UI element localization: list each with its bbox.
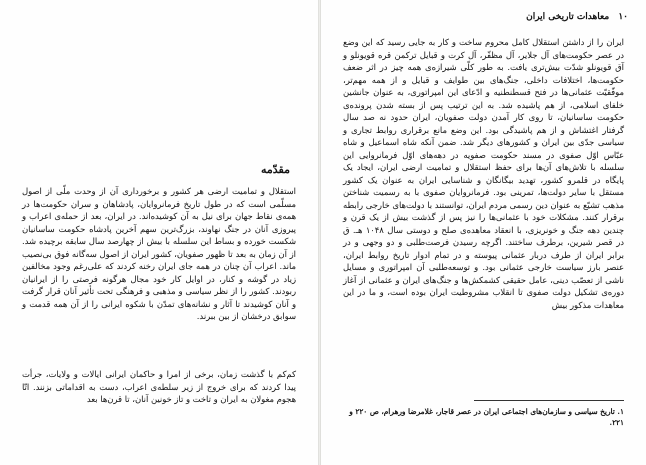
page-number: ۱۰ — [618, 12, 628, 22]
running-head-title: معاهدات تاریخی ایران — [526, 12, 610, 22]
right-page — [321, 0, 646, 465]
running-head — [341, 12, 628, 22]
right-body-text: ایران را از داشتن استقلال کامل محروم ساخت و کار به جایی رسید که این وضع در عصر حکومت‌های آل جلایر، آل مظفّر، آل کرت و قبایل ترکمن قره قویونلو و آق قویونلو شدّت بیش‌تری یافت. به طور کلّی شیرازه‌ی همه چیز در اثر ضعف حکومت‌ها، اختلافات داخلی، جنگ‌های بین طوایف و قبایل و از همه مهم‌تر، موفّقیّت عثمانی‌ها در فتح قسطنطنیه و ادّعای این امپراتوری، به عنوان جانشین خلفای اسلامی، از هم پاشیده شد. به این ترتیب پس از بسته شدن پرونده‌ی حکومت ساسانیان، تا روی کار آمدن دولت صفویان، ایران حدود نه صد سال گرفتار اغتشاش و از هم پاشیدگی بود. این وضع مانع برقراری روابط تجاری و سیاسی جدّی بین ایران و کشورهای دیگر شد. ضمن آنکه شاه اسماعیل و شاه عبّاس اوّل صفوی در مسند حکومت صفویه در دهه‌های اوّل فرمانروایی این سلسله با تلاش‌های آن‌ها برای حفظ استقلال و تمامیت ارضی ایران، ایجاد یک پایگاه در قلمرو کشور، تهدید بیگانگان و شناسایی ایران به عنوان یک کشور مستقل با سایر دولت‌ها، تمرینی بود. فرمانروایان صفوی با به رسمیت شناختن مذهب تشیّع به عنوان دین رسمی مردم ایران، توانستند با دولت‌های خارجی رابطه برقرار کنند. مشکلات خود با عثمانی‌ها را نیز پس از گذشت بیش از یک قرن و چندین دهه جنگ و خونریزی، با انعقاد معاهده‌ی صلح و دوستی سال ۱۰۴۸ هـ. ق در قصر شیرین، برطرف ساختند. اگرچه رسیدن فرصت‌طلبی و دو وجهی و در برابر ایران از طرف دربار عثمانی پیوسته و در تمام ادوار تاریخ روابط ایران، عنصر بارز سیاست خارجی عثمانی بود. و توسعه‌طلبی آن امپراتوری و مسایل ناشی از تعصّب دینی، عامل حقیقی کشمکش‌ها و جنگ‌های ایران و عثمانی از آغاز دوره‌ی تشکیل دولت صفوی تا انقلاب مشروطیت ایران بوده است، و ما در این معاهدات مذکور بیش — [343, 37, 624, 310]
footnote-rule — [474, 400, 624, 401]
left-page — [0, 0, 318, 465]
footnote: ۱. تاریخ سیاسی و سازمان‌های اجتماعی ایران در عصر قاجار، غلامرضا ورهرام، ص ۲۲۰ و ۲۲۱. — [349, 407, 624, 427]
left-paragraph-1: استقلال و تمامیت ارضی هر کشور و برخورداری آن از وحدت ملّی از اصول مسلّمی است که در طول تاریخ فرمانروایان، پادشاهان و سران حکومت‌ها در همه‌ی نقاط جهان برای نیل به آن کوشیده‌اند. در ایران، بعد از حمله‌ی اعراب و پیروزی آنان در جنگ نهاوند، بزرگ‌ترین سهم آخرین پادشاه حکومت ساسانیان شکست خورده و بساط این سلسله با بیش از چهارصد سال سابقه برچیده شد. از آن زمان به بعد تا ظهور صفویان، کشور ایران از اصول سه‌گانه فوق بی‌نصیب ماند. اعراب آن چنان در همه جای ایران رخنه کردند که علی‌رغم وجود مخالفین زیاد در گوشه و کنار، در اوایل کار خود مجال هرگونه فرصتی را از ایرانیان ربودند. کشور را از نظر سیاسی و مذهبی و فرهنگی تحت تأثیر آنان قرار گرفت و آنان کوشیدند تا آثار و نشانه‌های تمدّن با شکوه ایرانی را از آن همه قدمت و سوابق درخشان از بین ببرند. — [22, 186, 296, 321]
left-paragraph-2: کم‌کم با گذشت زمان، برخی از امرا و حاکمان ایرانی ایالات و ولایات، جرأت پیدا کردند که برای خروج از زیر سلطه‌ی اعراب، دست به اقداماتی بزنند. اتّا هجوم مغولان به ایران و تاخت و تاز خونین آنان، تا قرن‌ها بعد — [22, 369, 296, 404]
section-title: مقدّمه — [260, 163, 290, 176]
